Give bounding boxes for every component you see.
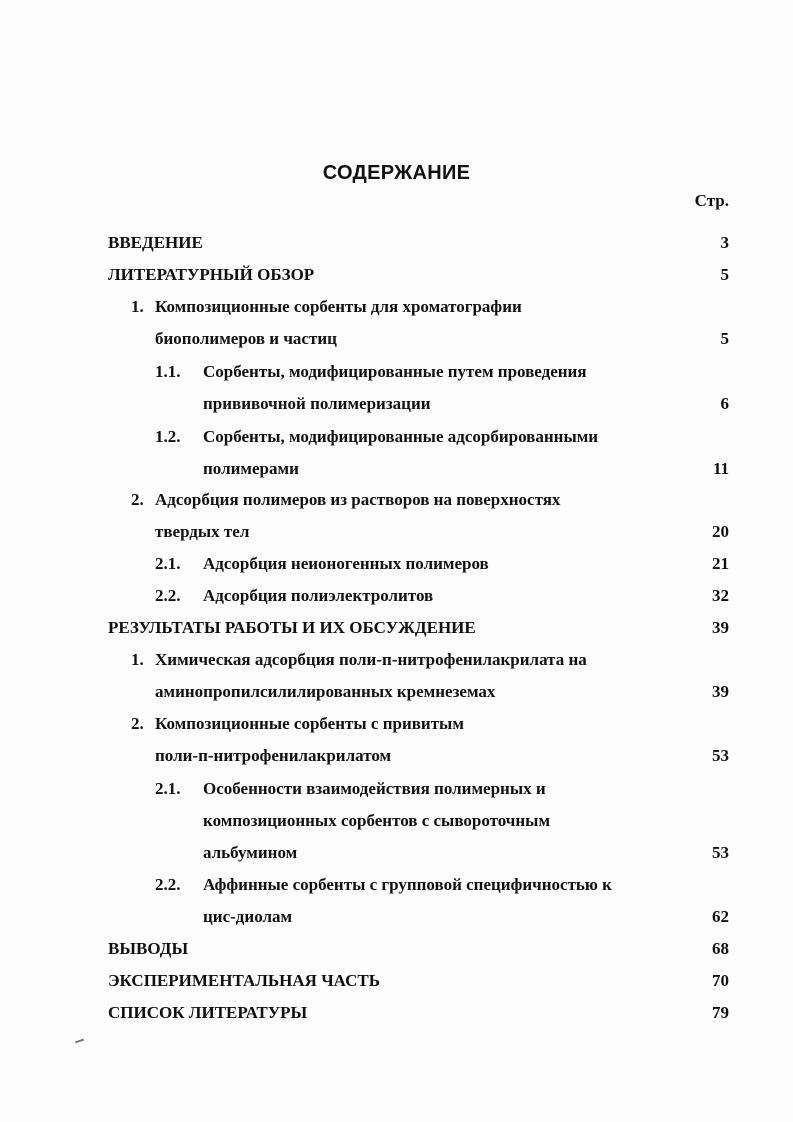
toc-entry-title-continued: композиционных сорбентов с сывороточным — [203, 811, 551, 830]
toc-entry-title: Адсорбция полимеров из растворов на поверхностях — [155, 490, 561, 509]
toc-entry-number: 1.2. — [155, 427, 181, 446]
toc-entry-title: Композиционные сорбенты с привитым — [155, 714, 464, 733]
page-title: СОДЕРЖАНИЕ — [322, 162, 471, 184]
toc-entry-page: 11 — [712, 459, 729, 478]
toc-entry-title: Композиционные сорбенты для хроматографии — [155, 297, 522, 316]
toc-entry-title-continued: поли-п-нитрофенилакрилатом — [155, 746, 392, 765]
toc-entry-page: 3 — [720, 233, 729, 252]
page-column-header: Стр. — [694, 191, 729, 210]
toc-entry-number: 1.1. — [155, 362, 181, 381]
toc-entry-title: Адсорбция полиэлектролитов — [203, 586, 434, 605]
toc-entry-page: 5 — [720, 329, 729, 348]
toc-entry-title: Аффинные сорбенты с групповой специфичностью к — [203, 875, 612, 894]
toc-entry-title-continued: прививочной полимеризации — [203, 394, 431, 413]
toc-entry-title: РЕЗУЛЬТАТЫ РАБОТЫ И ИХ ОБСУЖДЕНИЕ — [108, 618, 476, 637]
toc-entry-title: СПИСОК ЛИТЕРАТУРЫ — [108, 1003, 308, 1022]
toc-entry-page: 20 — [712, 522, 729, 541]
toc-entry-page: 6 — [720, 394, 729, 413]
scan-speck — [75, 1039, 84, 1044]
toc-entry-title-continued: биополимеров и частиц — [155, 329, 337, 348]
toc-entry-title-continued: полимерами — [203, 459, 299, 478]
toc-entry-number: 2.2. — [155, 875, 181, 894]
toc-entry-page: 39 — [712, 682, 729, 701]
toc-entry-number: 2. — [131, 490, 144, 509]
toc-entry-title: Особенности взаимодействия полимерных и — [203, 779, 546, 798]
toc-entry-page: 62 — [712, 907, 729, 926]
toc-entry-number: 2.1. — [155, 779, 181, 798]
toc-entry-number: 1. — [131, 650, 144, 669]
toc-entry-page: 21 — [712, 554, 729, 573]
toc-entry-title: Химическая адсорбция поли-п-нитрофенилакрилата на — [155, 650, 587, 669]
toc-entry-number: 1. — [131, 297, 144, 316]
toc-entry-page: 5 — [720, 265, 729, 284]
toc-entry-title-continued: альбумином — [203, 843, 298, 862]
toc-entry-number: 2.2. — [155, 586, 181, 605]
toc-entry-title: ВВЕДЕНИЕ — [108, 233, 203, 252]
toc-entry-page: 68 — [712, 939, 729, 958]
toc-entry-title: Сорбенты, модифицированные путем проведения — [203, 362, 587, 381]
toc-entry-title: ЛИТЕРАТУРНЫЙ ОБЗОР — [108, 265, 315, 284]
toc-entry-title-continued: аминопропилсилилированных кремнеземах — [155, 682, 496, 701]
toc-entry-title: Сорбенты, модифицированные адсорбированными — [203, 427, 599, 446]
toc-entry-page: 32 — [712, 586, 729, 605]
toc-entry-number: 2. — [131, 714, 144, 733]
toc-entry-page: 53 — [712, 746, 729, 765]
toc-entry-title: Адсорбция неионогенных полимеров — [203, 554, 489, 573]
toc-entry-title: ВЫВОДЫ — [108, 939, 189, 958]
toc-entry-number: 2.1. — [155, 554, 181, 573]
toc-entry-page: 53 — [712, 843, 729, 862]
toc-entry-page: 70 — [712, 971, 729, 990]
toc-entry-title-continued: твердых тел — [155, 522, 250, 541]
toc-entry-page: 39 — [712, 618, 729, 637]
toc-entry-title-continued: цис-диолам — [203, 907, 293, 926]
toc-entry-page: 79 — [712, 1003, 729, 1022]
toc-entry-title: ЭКСПЕРИМЕНТАЛЬНАЯ ЧАСТЬ — [108, 971, 380, 990]
